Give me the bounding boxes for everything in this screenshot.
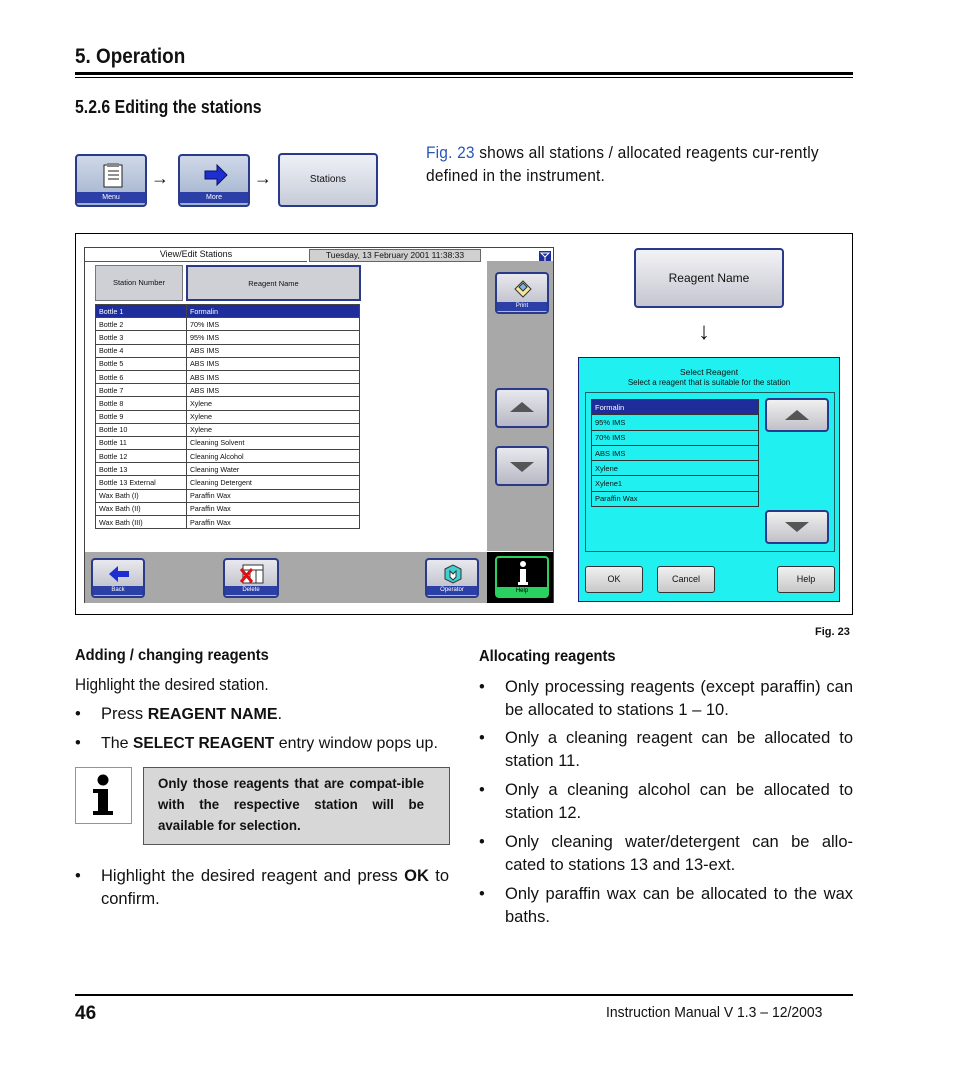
intro-text [426, 142, 830, 188]
note-box [143, 767, 450, 845]
select-reagent-popup [578, 357, 840, 602]
cancel-button[interactable]: Cancel [657, 566, 715, 593]
station-row[interactable] [96, 423, 360, 436]
reagent-name-cell: 95% IMS [187, 331, 360, 344]
view-edit-stations-screen [84, 247, 554, 603]
reagent-list-item-label: Xylene [592, 461, 759, 476]
reagent-name-cell: Cleaning Alcohol [187, 450, 360, 463]
station-number-cell: Bottle 6 [96, 370, 187, 383]
print-button[interactable] [495, 272, 549, 314]
fig-link[interactable]: Fig. 23 [426, 144, 475, 162]
reagent-list-item[interactable] [592, 445, 759, 460]
station-row[interactable] [96, 397, 360, 410]
reagent-name-cell: Xylene [187, 423, 360, 436]
page-number: 46 [75, 1003, 97, 1024]
reagent-list-item[interactable] [592, 400, 759, 415]
station-number-cell: Wax Bath (II) [96, 502, 187, 515]
down-arrow: ↓ [698, 318, 710, 345]
b3-post: to confirm. [101, 867, 449, 908]
station-row[interactable] [96, 489, 360, 502]
operator-button[interactable] [425, 558, 479, 598]
b1-bold: REAGENT NAME [147, 706, 278, 723]
reagent-name-cell: 70% IMS [187, 318, 360, 331]
scroll-up-button[interactable] [495, 388, 549, 428]
right-bullet-text: Only a cleaning alcohol can be allocated to station 12. [505, 781, 853, 822]
note-text: Only those reagents that are compat-ible with the respective station will be available for selection. [158, 775, 424, 833]
back-button[interactable] [91, 558, 145, 598]
station-row[interactable] [96, 450, 360, 463]
reagent-name-header-button[interactable]: Reagent Name [186, 265, 361, 301]
station-row[interactable] [96, 331, 360, 344]
reagent-name-button[interactable] [634, 248, 784, 308]
stations-button-label: Stations [309, 174, 347, 185]
bullet: • [479, 781, 485, 799]
reagent-name-cell: Paraffin Wax [187, 502, 360, 515]
reagent-name-cell: Paraffin Wax [187, 516, 360, 529]
note-info-icon [75, 767, 132, 824]
menu-button[interactable] [75, 154, 147, 207]
reagent-list-item-label: 95% IMS [592, 415, 759, 430]
station-row[interactable] [96, 305, 360, 318]
arrow-up-icon [785, 410, 809, 420]
print-label: Print [497, 302, 547, 311]
reagent-name-cell: ABS IMS [187, 344, 360, 357]
right-bullet-text: Only cleaning water/detergent can be allo-cated to stations 13 and 13-ext. [505, 833, 853, 874]
b3-pre: Highlight the desired reagent and press [101, 867, 405, 885]
station-number-cell: Wax Bath (III) [96, 516, 187, 529]
reagent-list-item-label: ABS IMS [592, 445, 759, 460]
ok-button[interactable]: OK [585, 566, 643, 593]
reagent-list-item-label: Formalin [592, 400, 759, 415]
station-number-cell: Bottle 1 [96, 305, 187, 318]
right-bullet-text: Only processing reagents (except paraffin) can be allocated to stations 1 – 10. [505, 678, 853, 719]
reagent-list [591, 399, 759, 507]
b2-post: entry window pops up. [274, 735, 438, 752]
printer-icon [512, 277, 534, 304]
scroll-down-button[interactable] [495, 446, 549, 486]
arrow-down-icon [510, 462, 534, 472]
popup-subtitle: Select a reagent that is suitable for the station [627, 378, 791, 387]
b1-post: . [277, 705, 283, 723]
reagent-list-item[interactable] [592, 476, 759, 491]
help-button[interactable] [495, 556, 549, 598]
reagent-list-item-label: 70% IMS [592, 430, 759, 445]
bullet: • [75, 734, 81, 752]
station-row[interactable] [96, 384, 360, 397]
figure-label: Fig. 23 [815, 626, 850, 638]
back-label: Back [93, 586, 143, 595]
intro-body: shows all stations / allocated reagents cur-rently defined in the instrument. [426, 144, 819, 185]
reagent-name-cell: Cleaning Water [187, 463, 360, 476]
delete-button[interactable] [223, 558, 279, 598]
arrow-right-icon [203, 164, 229, 191]
bullet: • [479, 885, 485, 903]
reagent-name-cell: ABS IMS [187, 384, 360, 397]
reagent-name-cell: ABS IMS [187, 370, 360, 383]
reagent-list-item-label: Paraffin Wax [592, 491, 759, 506]
reagent-list-item[interactable] [592, 415, 759, 430]
bullet: • [479, 678, 485, 696]
help-label: Help [497, 587, 547, 596]
popup-help-button[interactable]: Help [777, 566, 835, 593]
station-number-cell: Bottle 5 [96, 357, 187, 370]
station-row[interactable] [96, 318, 360, 331]
menu-button-label: Menu [77, 192, 145, 203]
reagent-name-cell: ABS IMS [187, 357, 360, 370]
station-number-cell: Bottle 11 [96, 436, 187, 449]
reagent-list-item[interactable] [592, 461, 759, 476]
bullet: • [75, 867, 81, 885]
back-arrow-icon [108, 565, 130, 588]
station-row[interactable] [96, 476, 360, 489]
station-number-cell: Bottle 7 [96, 384, 187, 397]
allocating-heading: Allocating reagents [479, 648, 616, 665]
station-number-cell: Bottle 13 External [96, 476, 187, 489]
header-rule [75, 72, 853, 75]
reagent-list-item[interactable] [592, 430, 759, 445]
station-number-cell: Bottle 13 [96, 463, 187, 476]
station-row[interactable] [96, 370, 360, 383]
station-number-cell: Bottle 3 [96, 331, 187, 344]
station-number-cell: Bottle 2 [96, 318, 187, 331]
reagent-name-cell: Xylene [187, 410, 360, 423]
delete-label: Delete [225, 586, 277, 595]
sequence-arrow: → [254, 168, 272, 188]
station-row[interactable] [96, 344, 360, 357]
station-row[interactable] [96, 463, 360, 476]
reagent-name-button-label: Reagent Name [668, 271, 750, 285]
station-number-cell: Bottle 4 [96, 344, 187, 357]
more-button[interactable] [178, 154, 250, 207]
stations-button[interactable] [278, 153, 378, 207]
station-row[interactable] [96, 410, 360, 423]
station-row[interactable] [96, 502, 360, 515]
b3-bold: OK [404, 867, 429, 885]
chapter-title: 5. Operation [75, 45, 186, 68]
operator-label: Operator [427, 586, 477, 595]
bullet: • [75, 705, 81, 723]
reagent-name-cell: Xylene [187, 397, 360, 410]
popup-scroll-down-button[interactable] [765, 510, 829, 544]
station-number-cell: Bottle 12 [96, 450, 187, 463]
station-number-cell: Bottle 10 [96, 423, 187, 436]
adding-heading: Adding / changing reagents [75, 647, 269, 664]
arrow-up-icon [510, 402, 534, 412]
notepad-icon [99, 162, 127, 195]
b2-pre: The [101, 735, 134, 752]
station-row[interactable] [96, 516, 360, 529]
section-title: 5.2.6 Editing the stations [75, 97, 262, 117]
screen-title: View/Edit Stations [85, 248, 307, 262]
left-intro: Highlight the desired station. [75, 676, 269, 694]
station-number-cell: Wax Bath (I) [96, 489, 187, 502]
screen-datetime: Tuesday, 13 February 2001 11:38:33 [309, 249, 481, 262]
col-station-header[interactable]: Station Number [95, 265, 183, 301]
header-rule-thin [75, 77, 853, 78]
reagent-name-cell: Cleaning Solvent [187, 436, 360, 449]
station-number-cell: Bottle 8 [96, 397, 187, 410]
right-bullet-text: Only paraffin wax can be allocated to the wax baths. [505, 885, 853, 926]
more-button-label: More [180, 192, 248, 203]
b2-bold: SELECT REAGENT [133, 735, 275, 752]
station-number-cell: Bottle 9 [96, 410, 187, 423]
manual-version: Instruction Manual V 1.3 – 12/2003 [606, 1004, 823, 1021]
b1-pre: Press [101, 705, 148, 723]
reagent-list-item[interactable] [592, 491, 759, 506]
bullet: • [479, 729, 485, 747]
arrow-down-icon [785, 522, 809, 532]
right-bullet-text: Only a cleaning reagent can be allocated to station 11. [505, 729, 853, 770]
sequence-arrow: → [151, 168, 169, 188]
reagent-name-cell: Formalin [187, 305, 360, 318]
popup-scroll-up-button[interactable] [765, 398, 829, 432]
station-row[interactable] [96, 436, 360, 449]
station-row[interactable] [96, 357, 360, 370]
footer-rule [75, 994, 853, 996]
bullet: • [479, 833, 485, 851]
reagent-name-cell: Paraffin Wax [187, 489, 360, 502]
popup-title: Select Reagent [679, 367, 739, 377]
reagent-name-cell: Cleaning Detergent [187, 476, 360, 489]
reagent-list-item-label: Xylene1 [592, 476, 759, 491]
stations-table [95, 304, 360, 529]
